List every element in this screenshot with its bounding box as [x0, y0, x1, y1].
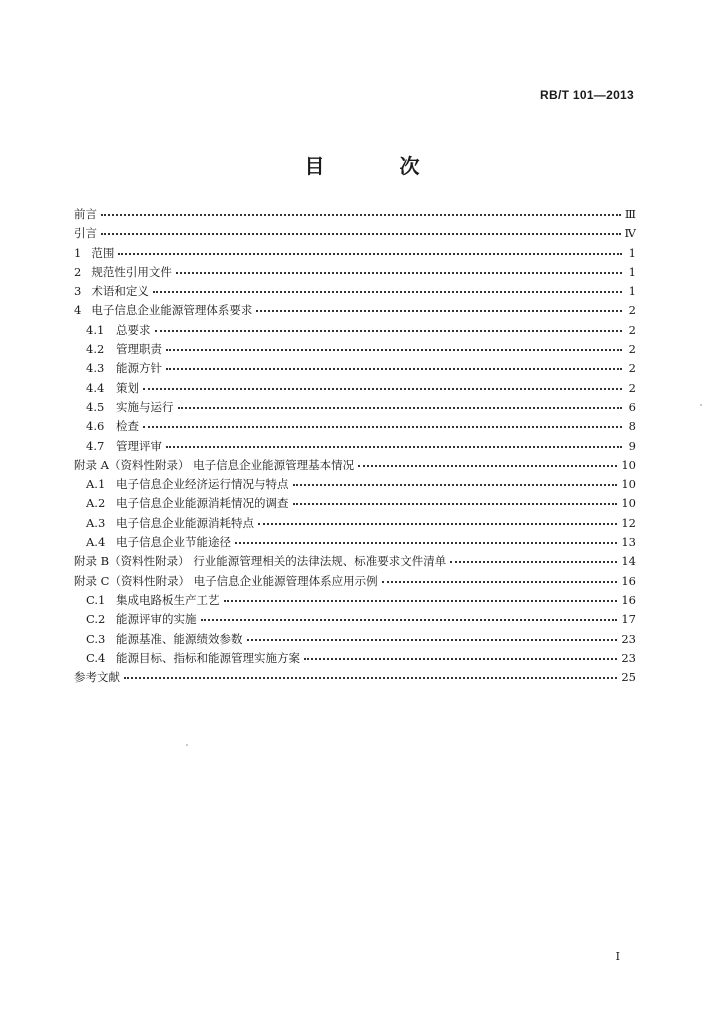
toc-entry[interactable] [74, 457, 636, 476]
toc-entry-number: 4.4 [86, 380, 105, 395]
toc-entry[interactable] [74, 283, 636, 302]
toc-leader-dots [143, 418, 622, 430]
toc-entry-number: C.1 [86, 592, 106, 607]
toc-entry[interactable] [74, 225, 636, 244]
toc-leader-dots [155, 322, 623, 334]
toc-entry-number: A.1 [86, 477, 106, 492]
toc-entry[interactable] [74, 380, 636, 399]
toc-entry-number: 4.5 [86, 399, 105, 414]
toc-entry-page: 2 [628, 380, 636, 395]
toc-entry[interactable] [74, 264, 636, 283]
toc-entry[interactable] [74, 573, 636, 592]
toc-entry[interactable] [74, 592, 636, 611]
toc-entry-page: 2 [628, 322, 636, 337]
toc-entry-title: 电子信息企业经济运行情况与特点 [116, 477, 289, 492]
toc-entry-title: 实施与运行 [116, 399, 174, 414]
toc-leader-dots [235, 534, 617, 546]
page-title: 目 次 [304, 154, 454, 178]
toc-entry-number: C.3 [86, 631, 106, 646]
toc-entry-page: 13 [621, 535, 636, 550]
toc-entry-page: 9 [628, 438, 636, 453]
toc-entry-page: 1 [628, 245, 636, 260]
toc-entry-number: A.3 [86, 515, 106, 530]
toc-entry-title: 集成电路板生产工艺 [116, 592, 220, 607]
toc-leader-dots [201, 611, 618, 623]
toc-entry-title: 能源评审的实施 [116, 612, 197, 627]
toc-entry-number: 4.2 [86, 342, 105, 357]
toc-entry-number: 1 [74, 245, 82, 260]
toc-entry[interactable] [74, 438, 636, 457]
toc-entry-page: 14 [621, 554, 636, 569]
toc-entry-number: A.2 [86, 496, 106, 511]
toc-leader-dots [258, 515, 617, 527]
toc-entry-title: 能源基准、能源绩效参数 [116, 631, 243, 646]
toc-entry[interactable] [74, 631, 636, 650]
toc-entry-title: 电子信息企业能源管理体系要求 [91, 303, 253, 318]
toc-entry-number: 3 [74, 284, 82, 299]
toc-entry-page: 2 [628, 303, 636, 318]
toc-entry-title: 总要求 [116, 322, 151, 337]
toc-leader-dots [293, 476, 618, 488]
toc-entry-title: 电子信息企业节能途径 [116, 535, 231, 550]
table-of-contents [74, 206, 636, 688]
toc-entry-title: 能源方针 [116, 361, 162, 376]
toc-entry-title: 前言 [74, 207, 97, 221]
toc-leader-dots [143, 380, 622, 392]
toc-entry-page: Ⅲ [624, 207, 636, 221]
toc-entry-number: 4.6 [86, 419, 105, 434]
toc-entry[interactable] [74, 515, 636, 534]
toc-entry-number: 4.7 [86, 438, 105, 453]
toc-leader-dots [247, 631, 618, 643]
toc-entry-number: A.4 [86, 535, 106, 550]
toc-entry[interactable] [74, 553, 636, 572]
toc-entry-page: 10 [621, 496, 636, 511]
toc-entry-number: C.2 [86, 612, 106, 627]
toc-entry[interactable] [74, 360, 636, 379]
toc-entry-page: 6 [628, 399, 636, 414]
toc-entry-number: 4 [74, 303, 82, 318]
scan-speck [186, 744, 188, 746]
toc-entry[interactable] [74, 341, 636, 360]
toc-entry-page: 1 [628, 284, 636, 299]
toc-entry-page: 23 [621, 650, 636, 665]
toc-entry-page: 17 [621, 612, 636, 627]
toc-entry-title: 附录 B（资料性附录） 行业能源管理相关的法律法规、标准要求文件清单 [74, 554, 447, 569]
toc-entry-page: 23 [621, 631, 636, 646]
toc-leader-dots [256, 302, 622, 314]
toc-entry-number: 2 [74, 264, 82, 279]
toc-entry[interactable] [74, 669, 636, 688]
toc-entry-title: 参考文献 [74, 670, 120, 685]
toc-entry-title: 能源目标、指标和能源管理实施方案 [116, 650, 300, 665]
toc-leader-dots [304, 650, 617, 662]
standard-code: RB/T 101—2013 [540, 88, 634, 102]
toc-leader-dots [178, 399, 623, 411]
toc-leader-dots [101, 206, 621, 218]
toc-entry-number: 4.3 [86, 361, 105, 376]
footer-page-number: I [615, 950, 620, 963]
toc-leader-dots [224, 592, 618, 604]
toc-entry-page: 10 [621, 457, 636, 472]
toc-entry-title: 规范性引用文件 [91, 264, 172, 279]
toc-entry-number: 4.1 [86, 322, 105, 337]
toc-leader-dots [124, 669, 617, 681]
toc-entry-title: 策划 [116, 380, 139, 395]
toc-entry-page: Ⅳ [624, 226, 636, 241]
toc-entry-page: 1 [628, 264, 636, 279]
toc-entry[interactable] [74, 418, 636, 437]
toc-entry-page: 16 [621, 573, 636, 588]
toc-entry[interactable] [74, 302, 636, 321]
toc-leader-dots [382, 573, 618, 585]
toc-entry-title: 附录 A（资料性附录） 电子信息企业能源管理基本情况 [74, 457, 355, 472]
toc-entry[interactable] [74, 206, 636, 225]
toc-leader-dots [118, 245, 622, 257]
toc-entry-title: 范围 [91, 245, 115, 260]
toc-entry-title: 检查 [116, 419, 139, 434]
toc-entry-title: 管理评审 [116, 438, 162, 453]
toc-entry-title: 术语和定义 [91, 284, 149, 299]
toc-entry-page: 12 [621, 515, 636, 530]
toc-leader-dots [293, 495, 618, 507]
toc-entry[interactable] [74, 611, 636, 630]
toc-entry[interactable] [74, 399, 636, 418]
toc-leader-dots [358, 457, 617, 469]
toc-entry-title: 引言 [74, 226, 97, 241]
toc-entry-page: 10 [621, 477, 636, 492]
toc-leader-dots [176, 264, 622, 276]
toc-entry-page: 2 [628, 361, 636, 376]
toc-entry-title: 电子信息企业能源消耗情况的调查 [116, 496, 289, 511]
scan-speck [700, 404, 702, 406]
toc-entry-title: 附录 C（资料性附录） 电子信息企业能源管理体系应用示例 [74, 573, 378, 588]
toc-entry-page: 2 [628, 342, 636, 357]
toc-entry-title: 电子信息企业能源消耗特点 [116, 515, 254, 530]
toc-entry-title: 管理职责 [116, 342, 162, 357]
toc-entry-page: 16 [621, 592, 636, 607]
toc-leader-dots [166, 341, 622, 353]
toc-leader-dots [166, 438, 622, 450]
toc-entry[interactable] [74, 495, 636, 514]
toc-entry[interactable] [74, 245, 636, 264]
toc-leader-dots [166, 360, 622, 372]
toc-entry-page: 25 [621, 670, 636, 685]
toc-leader-dots [101, 225, 621, 237]
toc-entry-number: C.4 [86, 650, 106, 665]
toc-leader-dots [450, 553, 617, 565]
toc-entry[interactable] [74, 476, 636, 495]
toc-leader-dots [153, 283, 622, 295]
toc-entry[interactable] [74, 534, 636, 553]
toc-entry[interactable] [74, 650, 636, 669]
toc-entry[interactable] [74, 322, 636, 341]
toc-entry-page: 8 [628, 419, 636, 434]
